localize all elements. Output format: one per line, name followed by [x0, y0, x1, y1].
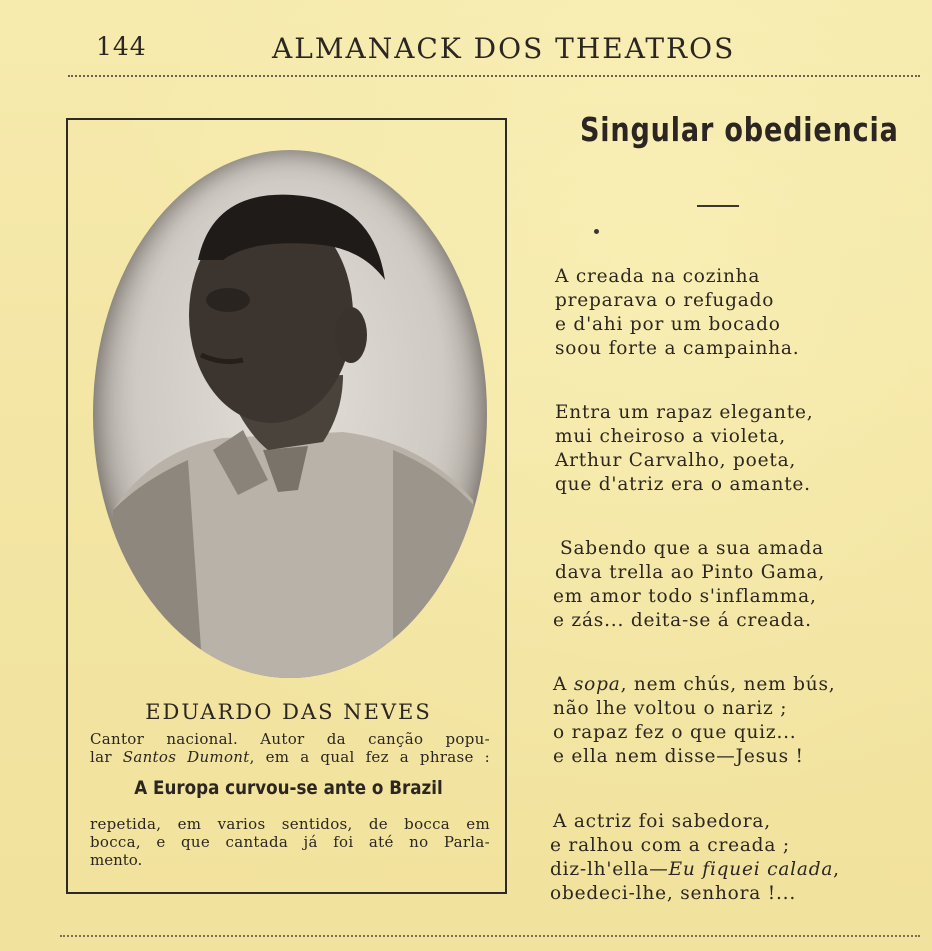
verse-line: em amor todo s'inflamma,	[553, 586, 817, 607]
footer-rule	[60, 935, 920, 937]
verse-line: dava trella ao Pinto Gama,	[555, 562, 826, 583]
page-number: 144	[96, 32, 147, 61]
caption-song-title: Santos Dumont	[122, 748, 250, 766]
verse-line: diz-lh'ella—Eu fiquei calada,	[550, 859, 840, 880]
italic-phrase: Eu fiquei calada	[668, 859, 834, 880]
verse-line: e ralhou com a creada ;	[550, 835, 790, 856]
verse-line: e ella nem disse—Jesus !	[553, 746, 804, 767]
caption-line-4: bocca, e que cantada já foi até no Parla-	[90, 833, 490, 851]
verse-line: Arthur Carvalho, poeta,	[555, 450, 797, 471]
italic-word: sopa	[573, 674, 621, 695]
verse-line: não lhe voltou o nariz ;	[553, 698, 788, 719]
caption-line-2: lar Santos Dumont, em a qual fez a phrase :	[90, 748, 490, 766]
ornament-dot	[594, 229, 599, 234]
portrait-illustration	[93, 150, 487, 678]
caption-line-5: mento.	[90, 851, 143, 869]
caption-line-3: repetida, em varios sentidos, de bocca em	[90, 815, 490, 833]
poem-title: Singular obediencia	[580, 110, 899, 149]
title-dash	[697, 205, 739, 207]
portrait-caption-name: EDUARDO DAS NEVES	[145, 700, 432, 724]
verse-line: soou forte a campainha.	[555, 338, 800, 359]
verse-line: Entra um rapaz elegante,	[555, 402, 814, 423]
running-title: ALMANACK DOS THEATROS	[272, 32, 736, 65]
portrait-photo	[93, 150, 487, 678]
verse-line: obedeci-lhe, senhora !...	[550, 883, 797, 904]
verse-line: preparava o refugado	[555, 290, 775, 311]
verse-line: que d'atriz era o amante.	[555, 474, 811, 495]
verse-line: o rapaz fez o que quiz...	[553, 722, 797, 743]
verse-line: mui cheiroso a violeta,	[555, 426, 786, 447]
verse-line: A creada na cozinha	[555, 266, 761, 287]
verse-line: A sopa, nem chús, nem bús,	[553, 674, 836, 695]
caption-line-1: Cantor nacional. Autor da canção popu-	[90, 730, 490, 748]
verse-line: A actriz foi sabedora,	[553, 811, 771, 832]
verse-line: e zás... deita-se á creada.	[553, 610, 812, 631]
verse-line: e d'ahi por um bocado	[555, 314, 781, 335]
header-rule	[68, 75, 920, 77]
caption-phrase: A Europa curvou-se ante o Brazil	[134, 777, 443, 799]
verse-line: Sabendo que a sua amada	[560, 538, 824, 559]
